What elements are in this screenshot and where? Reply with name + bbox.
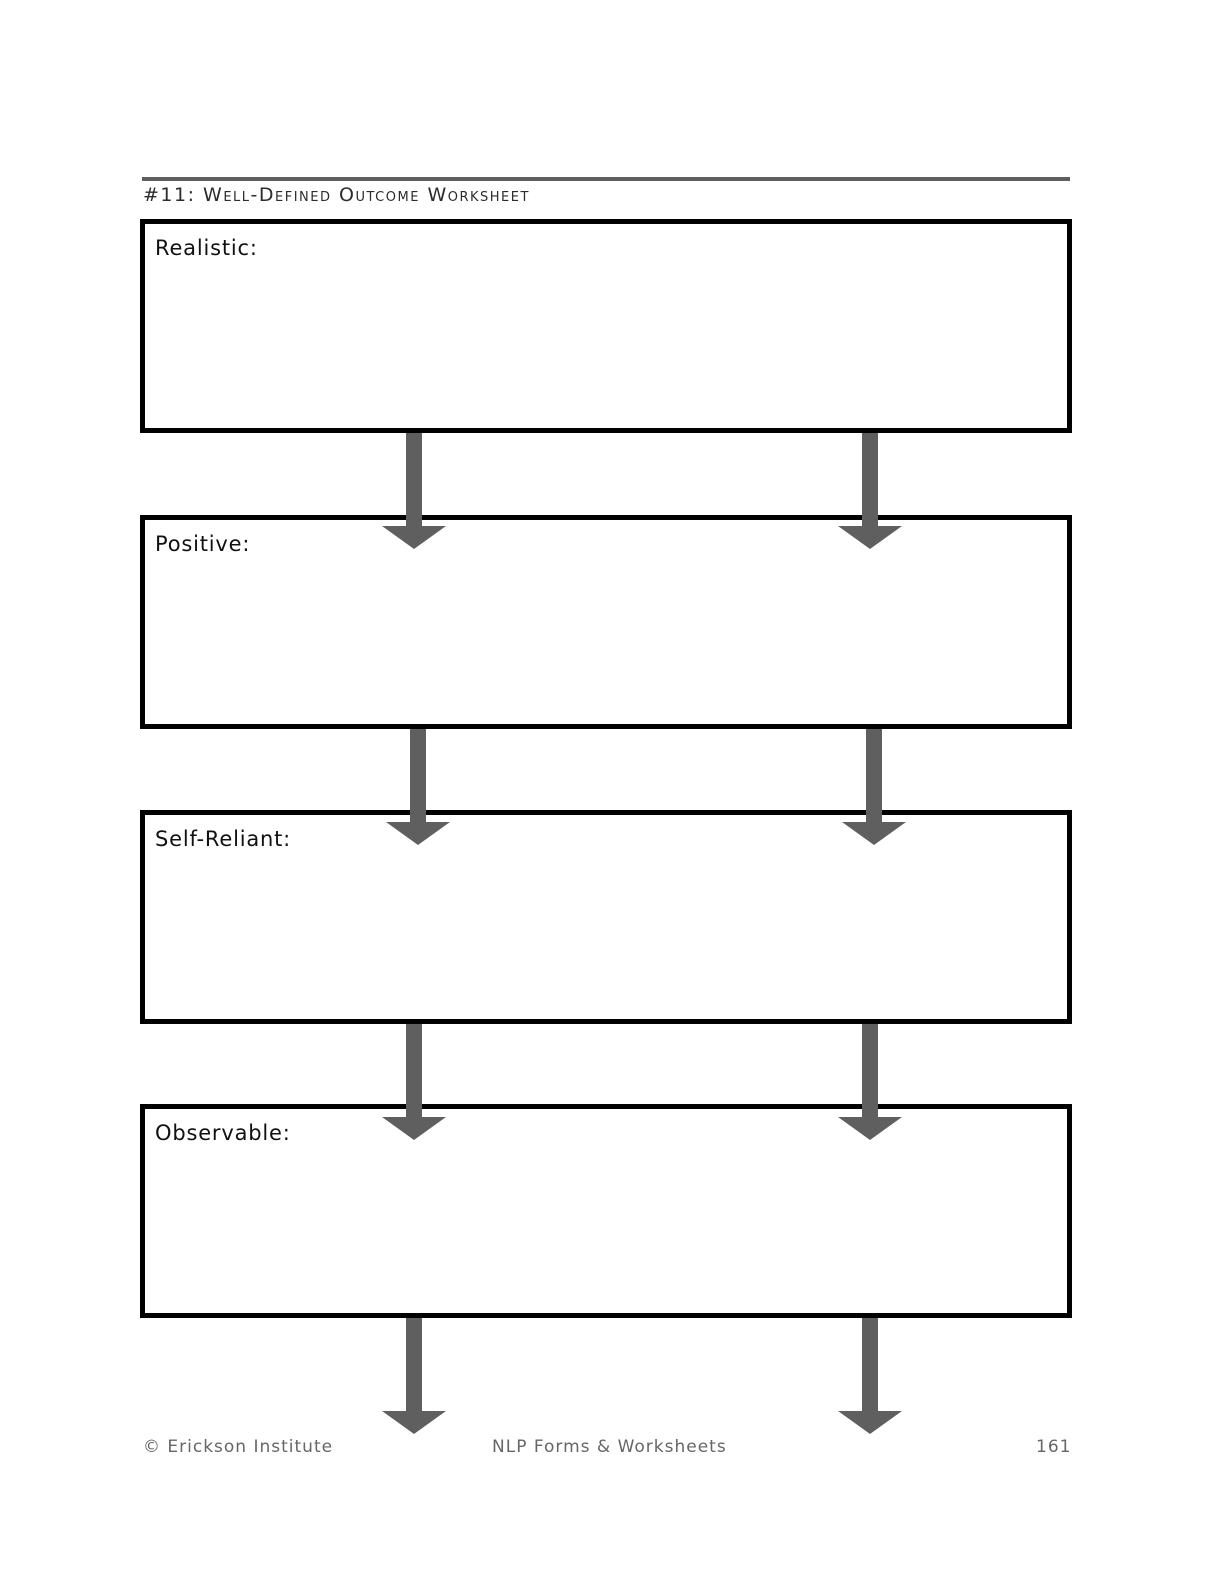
down-arrow-right-icon [838, 1318, 902, 1434]
down-arrow-right-icon [838, 433, 902, 549]
box-label: Self-Reliant: [155, 827, 292, 851]
down-arrow-right-icon [842, 729, 906, 845]
down-arrow-left-icon [382, 433, 446, 549]
down-arrow-left-icon [386, 729, 450, 845]
down-arrow-left-icon [382, 1318, 446, 1434]
page-title: #11: Well-Defined Outcome Worksheet [143, 184, 530, 206]
footer-copyright: © Erickson Institute [143, 1437, 334, 1457]
box-label: Observable: [155, 1121, 291, 1145]
footer-book-title: NLP Forms & Worksheets [492, 1437, 727, 1457]
box-label: Positive: [155, 532, 251, 556]
down-arrow-right-icon [838, 1024, 902, 1140]
footer-page-number: 161 [1036, 1437, 1072, 1457]
down-arrow-left-icon [382, 1024, 446, 1140]
box-label: Realistic: [155, 236, 258, 260]
